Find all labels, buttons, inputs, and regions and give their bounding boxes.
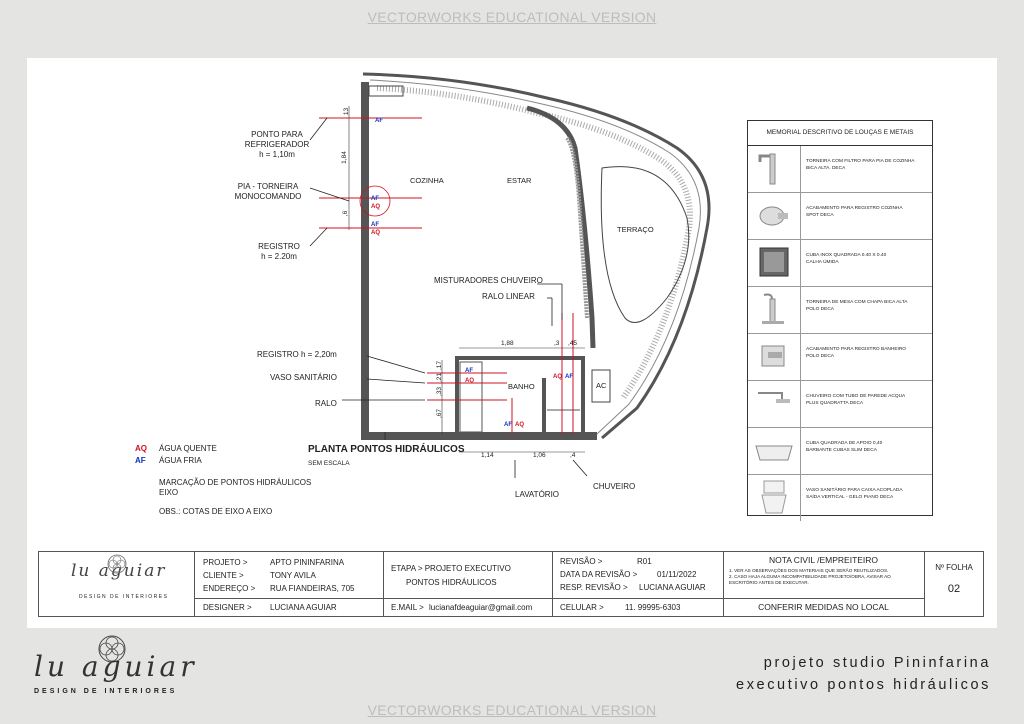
point-af-chuveiro: AF	[565, 374, 573, 380]
point-aq-lavatorio: AQ	[515, 422, 524, 428]
watermark-top: VECTORWORKS EDUCATIONAL VERSION	[367, 9, 657, 25]
dim-21: ,21	[436, 372, 444, 383]
label-lavatorio: LAVATÓRIO	[515, 490, 560, 499]
tb-projeto: APTO PININFARINA	[270, 558, 345, 567]
memorial-item-text: SPOT DECA	[806, 213, 834, 218]
tb-email-label: E.MAIL >	[391, 603, 424, 612]
footer-logo-sub: DESIGN DE INTERIORES	[34, 688, 178, 695]
memorial-title: MEMORIAL DESCRITIVO DE LOUÇAS E METAIS	[748, 121, 932, 146]
footer-title-2: executivo pontos hidráulicos	[736, 677, 991, 693]
tb-etapa-2: PONTOS HIDRÁULICOS	[406, 578, 497, 587]
label-registro-2: h = 2.20m	[261, 252, 297, 261]
tb-revisao-label: REVISÃO >	[560, 557, 603, 566]
dim-17: ,17	[436, 360, 444, 371]
room-ac: AC	[596, 381, 607, 390]
memorial-item-text: CALHA ÚMIDA	[806, 260, 839, 265]
tb-nota-title: NOTA CIVIL /EMPREITEIRO	[768, 555, 879, 565]
memorial-item-text: CUBA INOX QUADRADA 0.40 X 0.40	[806, 253, 887, 258]
tb-resp-label: RESP. REVISÃO >	[560, 583, 628, 592]
footer-title-1: projeto studio Pininfarina	[763, 655, 991, 671]
dim-188: 1,88	[501, 340, 514, 347]
point-aq-chuveiro: AQ	[553, 374, 562, 380]
tb-projeto-label: PROJETO >	[203, 558, 248, 567]
washbasin-icon	[748, 428, 801, 474]
tb-folha: 02	[947, 583, 961, 595]
drawing-sheet	[27, 58, 997, 628]
shower-head-icon	[748, 381, 801, 427]
label-pia-torneira-1: PIA - TORNEIRA	[237, 182, 299, 191]
legend-marcacao-2: EIXO	[159, 488, 179, 497]
point-aq-pia: AQ	[371, 204, 380, 210]
tb-nota-3: ESCRITÓRIO ANTES DE EXECUTAR.	[729, 580, 809, 585]
label-misturadores: MISTURADORES CHUVEIRO	[434, 276, 543, 285]
valve-finish-icon	[748, 193, 801, 239]
tb-endereco: RUA FIANDEIRAS, 705	[270, 584, 355, 593]
sink-bowl-icon	[748, 240, 801, 286]
point-af-refrigerador: AF	[375, 118, 383, 124]
faucet-filter-icon	[748, 146, 801, 192]
memorial-item-text: BARBANTE CUBAS SLIM DECA	[806, 448, 877, 453]
tb-logo-emblem-icon	[106, 553, 128, 575]
legend-af-code: AF	[135, 456, 146, 465]
tb-cliente: TONY AVILA	[270, 571, 316, 580]
dim-45: ,45	[568, 340, 578, 347]
room-terraco: TERRAÇO	[617, 225, 654, 234]
label-chuveiro: CHUVEIRO	[593, 482, 636, 491]
dim-114: 1,14	[481, 452, 494, 459]
memorial-item-text: CHUVEIRO COM TUBO DE PAREDE ACQUA	[806, 394, 906, 399]
memorial-item-text: PLUS QUADRATTA DECA	[806, 401, 864, 406]
point-af-registro: AF	[371, 222, 379, 228]
point-af-vaso: AF	[465, 368, 473, 374]
basin-faucet-icon	[748, 287, 801, 333]
tb-designer-label: DESIGNER >	[203, 603, 252, 612]
label-registro-1: REGISTRO	[258, 242, 300, 251]
plan-scale: SEM ESCALA	[308, 460, 350, 467]
dim-13: 13	[343, 107, 351, 116]
memorial-item	[748, 428, 932, 475]
memorial-item-text: TORNEIRA DE MESA COM CHAPA BICA ALTA	[806, 300, 908, 305]
memorial-item-text: ACABAMENTO PARA REGISTRO COZINHA	[806, 206, 903, 211]
memorial-item-text: SAÍDA VERTICAL - GELO PIANO DECA	[806, 495, 894, 500]
label-registro-banho: REGISTRO h = 2,20m	[257, 350, 337, 359]
tb-cliente-label: CLIENTE >	[203, 571, 244, 580]
tb-folha-label: Nº FOLHA	[935, 563, 973, 572]
tb-nota-1: 1. VER AS OBSERVAÇÕES DOS MATERIAIS QUE SERÃO REUTILIZADOS.	[729, 568, 889, 573]
memorial-item-text: POLO DECA	[806, 354, 834, 359]
label-ponto-refrigerador-2: REFRIGERADOR	[244, 140, 310, 149]
memorial-item-text: POLO DECA	[806, 307, 834, 312]
memorial-table	[747, 120, 933, 516]
tb-resp: LUCIANA AGUIAR	[639, 583, 706, 592]
legend-aq-code: AQ	[135, 444, 147, 453]
memorial-item	[748, 334, 932, 381]
shower-valve-icon	[748, 334, 801, 380]
legend-obs: OBS.: COTAS DE EIXO A EIXO	[159, 507, 273, 516]
tb-endereco-label: ENDEREÇO >	[203, 584, 256, 593]
memorial-item-text: BICA ALTA. DECA	[806, 166, 846, 171]
label-pia-torneira-2: MONOCOMANDO	[234, 192, 302, 201]
label-ralo-linear: RALO LINEAR	[482, 292, 535, 301]
memorial-item	[748, 146, 932, 193]
tb-email: lucianafdeaguiar@gmail.com	[429, 603, 533, 612]
dim-4: ,4	[570, 452, 576, 459]
label-ponto-refrigerador-1: PONTO PARA	[251, 130, 303, 139]
legend-marcacao-1: MARCAÇÃO DE PONTOS HIDRÁULICOS	[159, 478, 312, 487]
tb-logo: lu aguiar	[71, 561, 167, 581]
memorial-item-text: TORNEIRA COM FILTRO PARA PIA DE COZINHA	[806, 159, 915, 164]
memorial-item	[748, 287, 932, 334]
dim-6: ,6	[342, 210, 350, 217]
footer-logo: lu aguiar	[34, 650, 198, 683]
room-cozinha: COZINHA	[410, 176, 444, 185]
tb-celular-label: CELULAR >	[560, 603, 604, 612]
memorial-item	[748, 381, 932, 428]
dim-106: 1,06	[533, 452, 546, 459]
tb-logo-sub: DESIGN DE INTERIORES	[79, 594, 169, 600]
tb-conferir: CONFERIR MEDIDAS NO LOCAL	[758, 602, 889, 612]
label-ralo: RALO	[315, 399, 337, 408]
label-vaso: VASO SANITÁRIO	[270, 373, 337, 382]
legend-aq-text: ÁGUA QUENTE	[159, 444, 217, 453]
title-block	[38, 551, 984, 617]
dim-3: ,3	[554, 340, 560, 347]
dim-184: 1,84	[340, 151, 348, 164]
dim-33: ,33	[436, 386, 444, 397]
point-af-lavatorio: AF	[504, 422, 512, 428]
tb-revisao: R01	[637, 557, 652, 566]
label-ponto-refrigerador-3: h = 1,10m	[259, 150, 295, 159]
tb-data: 01/11/2022	[657, 570, 697, 579]
room-banho: BANHO	[508, 382, 535, 391]
memorial-item-text: ACABAMENTO PARA REGISTRO BANHEIRO	[806, 347, 907, 352]
tb-designer: LUCIANA AGUIAR	[270, 603, 337, 612]
point-aq-registro: AQ	[371, 230, 380, 236]
memorial-item	[748, 475, 932, 521]
legend-af-text: ÁGUA FRIA	[159, 456, 202, 465]
tb-data-label: DATA DA REVISÃO >	[560, 570, 638, 579]
memorial-item	[748, 240, 932, 287]
dim-67: ,67	[436, 408, 444, 419]
point-af-pia: AF	[371, 196, 379, 202]
tb-celular: 11. 99995-6303	[625, 603, 681, 612]
point-aq-vaso: AQ	[465, 378, 474, 384]
toilet-icon	[748, 475, 801, 521]
tb-nota-2: 2. CASO HAJA ALGUMA INCOMPATIBILIDADE PROJETO/OBRA, AVISAR AO	[729, 574, 891, 579]
room-estar: ESTAR	[507, 176, 532, 185]
plan-title: PLANTA PONTOS HIDRÁULICOS	[308, 444, 465, 455]
memorial-item	[748, 193, 932, 240]
watermark-bottom: VECTORWORKS EDUCATIONAL VERSION	[367, 702, 657, 718]
memorial-item-text: CUBA QUADRADA DE APOIO 0,40	[806, 441, 883, 446]
memorial-item-text: VASO SANITÁRIO PARA CAIXA ACOPLADA	[806, 488, 903, 493]
tb-etapa: ETAPA > PROJETO EXECUTIVO	[391, 564, 511, 573]
